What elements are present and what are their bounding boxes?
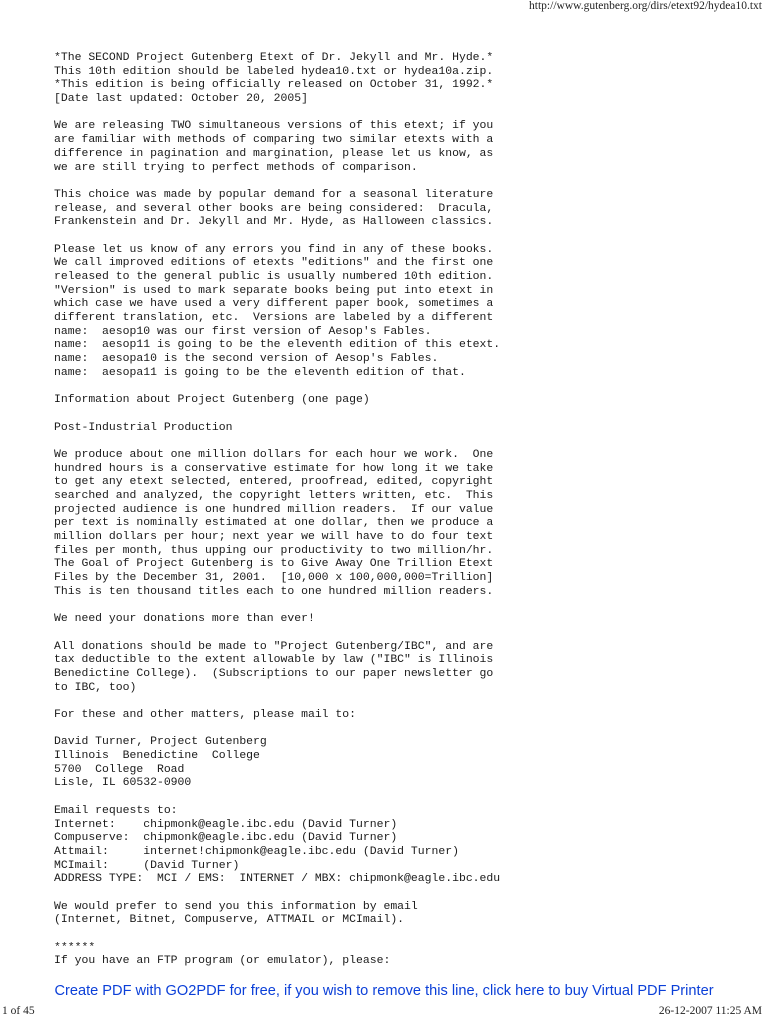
text-line: Files by the December 31, 2001. [10,000 x 100,000,000=Trillion] [54,571,494,585]
text-line: name: aesop11 is going to be the eleventh edition of this etext. [54,338,501,352]
text-line: released to the general public is usually numbered 10th edition. [54,270,494,283]
text-line: Lisle, IL 60532-0900 [54,776,192,790]
text-paragraph [54,708,754,722]
text-paragraph [54,640,754,695]
text-paragraph [54,900,754,927]
text-line: searched and analyzed, the copyright letters written, etc. This [54,489,494,502]
text-line: Benedictine College). (Subscriptions to our paper newsletter go [54,666,494,680]
text-line: Attmail: internet!chipmonk@eagle.ibc.edu (David Turner) [54,844,459,858]
text-line: We would prefer to send you this information by email [54,899,418,913]
text-line: We need your donations more than ever! [54,612,315,626]
text-line: MCImail: (David Turner) [54,858,240,872]
text-line: "Version" is used to mark separate books being put into etext in [54,283,494,297]
text-line: Internet: chipmonk@eagle.ibc.edu (David Turner) [54,817,398,831]
go2pdf-banner-link[interactable]: Create PDF with GO2PDF for free, if you wish to remove this line, click here to buy Virtual PDF Printer [54,983,714,999]
text-line: name: aesopa11 is going to be the eleventh edition of that. [54,365,466,379]
print-timestamp: 26-12-2007 11:25 AM [658,1005,762,1017]
text-paragraph [54,51,754,106]
text-line: to IBC, too) [54,680,137,694]
text-line: *The SECOND Project Gutenberg Etext of Dr. Jekyll and Mr. Hyde.* [54,51,494,64]
text-paragraph [54,941,754,968]
text-line: Frankenstein and Dr. Jekyll and Mr. Hyde, as Halloween classics. [54,215,494,229]
text-line: (Internet, Bitnet, Compuserve, ATTMAIL or MCImail). [54,913,405,927]
text-line: which case we have used a very different paper book, sometimes a [54,297,494,311]
text-line: name: aesopa10 is the second version of Aesop's Fables. [54,352,439,366]
text-line: ****** [54,940,96,954]
text-line: files per month, thus upping our productivity to two million/hr. [54,543,494,557]
text-line: name: aesop10 was our first version of Aesop's Fables. [54,324,432,338]
text-line: difference in pagination and margination, please let us know, as [54,146,494,160]
text-line: Illinois Benedictine College [54,749,260,763]
text-paragraph [54,421,754,435]
text-line: Please let us know of any errors you find in any of these books. [54,242,494,256]
text-line: ADDRESS TYPE: MCI / EMS: INTERNET / MBX: chipmonk@eagle.ibc.edu [54,872,501,886]
text-line: This 10th edition should be labeled hydea10.txt or hydea10a.zip. [54,64,494,78]
text-line: tax deductible to the extent allowable by law ("IBC" is Illinois [54,653,494,667]
text-line: different translation, etc. Versions are labeled by a different [54,311,494,325]
text-paragraph [54,735,754,790]
text-line: Post-Industrial Production [54,420,233,434]
text-paragraph [54,119,754,174]
text-paragraph [54,393,754,407]
text-line: For these and other matters, please mail to: [54,708,356,721]
text-line: We produce about one million dollars for each hour we work. One [54,447,494,461]
text-line: release, and several other books are being considered: Dracula, [54,201,494,215]
text-paragraph [54,804,754,886]
text-line: This is ten thousand titles each to one hundred million readers. [54,584,494,598]
text-paragraph [54,188,754,229]
text-paragraph [54,448,754,599]
text-line: are familiar with methods of comparing two similar etexts with a [54,133,494,147]
text-line: The Goal of Project Gutenberg is to Give Away One Trillion Etext [54,557,494,571]
text-line: we are still trying to perfect methods of comparison. [54,160,418,174]
text-line: All donations should be made to "Project Gutenberg/IBC", and are [54,639,494,653]
text-line: Email requests to: [54,803,178,817]
text-line: million dollars per hour; next year we will have to do four text [54,530,494,544]
text-line: If you have an FTP program (or emulator), please: [54,954,391,968]
text-line: [Date last updated: October 20, 2005] [54,92,308,106]
page-counter: 1 of 45 [2,1005,35,1017]
text-line: to get any etext selected, entered, proofread, edited, copyright [54,475,494,489]
text-paragraph [54,612,754,626]
text-paragraph [54,243,754,380]
text-line: *This edition is being officially released on October 31, 1992.* [54,78,494,92]
text-line: This choice was made by popular demand for a seasonal literature [54,187,494,201]
text-line: 5700 College Road [54,762,185,776]
text-line: hundred hours is a conservative estimate for how long it we take [54,461,494,475]
text-line: We call improved editions of etexts "editions" and the first one [54,256,494,270]
text-line: Information about Project Gutenberg (one page) [54,393,370,407]
page-url: http://www.gutenberg.org/dirs/etext92/hydea10.txt [529,0,762,12]
text-line: per text is nominally estimated at one dollar, then we produce a [54,516,494,530]
etext-body [54,51,754,971]
text-line: projected audience is one hundred million readers. If our value [54,502,494,516]
text-line: David Turner, Project Gutenberg [54,735,267,749]
text-line: We are releasing TWO simultaneous versions of this etext; if you [54,119,494,133]
text-line: Compuserve: chipmonk@eagle.ibc.edu (David Turner) [54,831,398,845]
